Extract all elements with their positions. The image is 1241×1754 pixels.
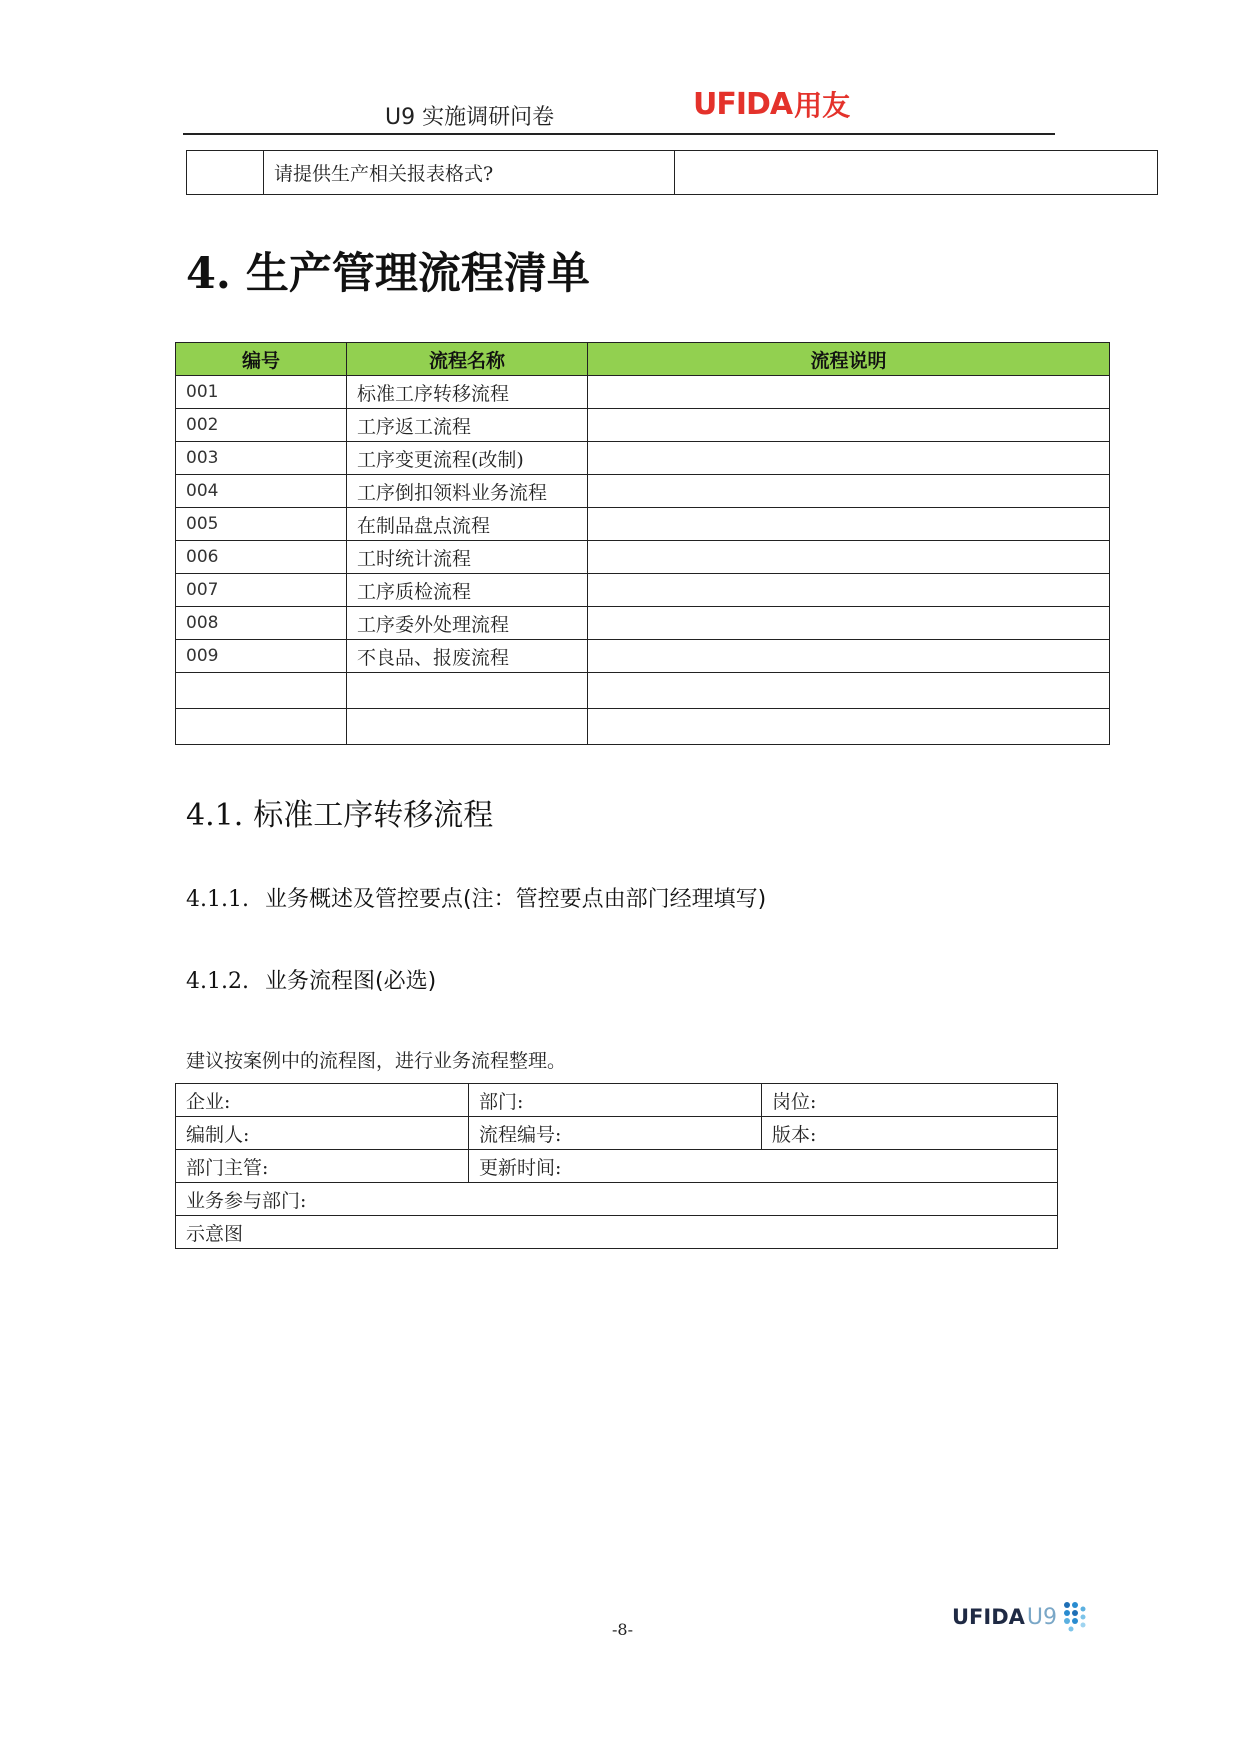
answer-cell <box>675 151 1158 195</box>
process-num: 004 <box>176 475 347 508</box>
column-header-num: 编号 <box>176 343 347 376</box>
process-name: 工序变更流程(改制) <box>347 442 588 475</box>
instruction-note: 建议按案例中的流程图，进行业务流程整理。 <box>186 1050 567 1072</box>
section-number: 4.1.2. <box>186 969 249 994</box>
header-title: U9 实施调研问卷 <box>385 105 555 130</box>
diagram-field: 示意图 <box>176 1216 1058 1249</box>
enterprise-field: 企业: <box>176 1084 469 1117</box>
process-desc <box>588 574 1110 607</box>
empty-table-row <box>176 709 1110 745</box>
section-4-1-2-heading <box>186 964 436 995</box>
table-row <box>187 151 1158 195</box>
editor-field: 编制人: <box>176 1117 469 1150</box>
department-field: 部门: <box>469 1084 762 1117</box>
process-name: 工序倒扣领料业务流程 <box>347 475 588 508</box>
process-desc <box>588 640 1110 673</box>
process-num: 008 <box>176 607 347 640</box>
participants-field: 业务参与部门: <box>176 1183 1058 1216</box>
column-header-desc: 流程说明 <box>588 343 1110 376</box>
process-name: 工序质检流程 <box>347 574 588 607</box>
footer-logo-text: UFIDA <box>952 1605 1025 1629</box>
table-row <box>176 1183 1058 1216</box>
table-row <box>176 475 1110 508</box>
footer-logo-product: U9 <box>1026 1604 1058 1630</box>
empty-cell <box>176 709 347 745</box>
table-row <box>176 409 1110 442</box>
process-desc <box>588 541 1110 574</box>
process-num: 001 <box>176 376 347 409</box>
process-num: 007 <box>176 574 347 607</box>
process-desc <box>588 475 1110 508</box>
process-desc <box>588 508 1110 541</box>
section-4-heading: 4. 生产管理流程清单 <box>186 249 590 299</box>
table-header-row <box>176 343 1110 376</box>
column-header-name: 流程名称 <box>347 343 588 376</box>
question-num-cell <box>187 151 264 195</box>
empty-cell <box>176 673 347 709</box>
empty-cell <box>588 709 1110 745</box>
question-table <box>186 150 1158 195</box>
process-name: 标准工序转移流程 <box>347 376 588 409</box>
table-row <box>176 574 1110 607</box>
process-num: 009 <box>176 640 347 673</box>
header-divider <box>183 133 1055 135</box>
section-4-1-heading <box>186 790 493 834</box>
table-row <box>176 640 1110 673</box>
table-row <box>176 1150 1058 1183</box>
section-title: 业务流程图(必选) <box>264 969 437 994</box>
position-field: 岗位: <box>762 1084 1058 1117</box>
version-field: 版本: <box>762 1117 1058 1150</box>
process-desc <box>588 607 1110 640</box>
section-title: 标准工序转移流程 <box>253 798 494 833</box>
section-4-1-1-heading <box>186 882 766 913</box>
process-name: 在制品盘点流程 <box>347 508 588 541</box>
empty-cell <box>347 709 588 745</box>
section-title: 业务概述及管控要点(注：管控要点由部门经理填写) <box>264 887 767 912</box>
process-name: 工序委外处理流程 <box>347 607 588 640</box>
process-no-field: 流程编号: <box>469 1117 762 1150</box>
process-desc <box>588 376 1110 409</box>
table-row <box>176 1216 1058 1249</box>
dots-icon <box>1061 1600 1089 1634</box>
section-number: 4.1. <box>186 798 244 833</box>
table-row <box>176 376 1110 409</box>
table-row <box>176 607 1110 640</box>
empty-cell <box>588 673 1110 709</box>
process-list-table <box>175 342 1110 745</box>
process-num: 005 <box>176 508 347 541</box>
question-cell: 请提供生产相关报表格式? <box>264 151 675 195</box>
empty-cell <box>347 673 588 709</box>
process-info-table <box>175 1083 1058 1249</box>
table-row <box>176 1117 1058 1150</box>
table-row <box>176 1084 1058 1117</box>
process-desc <box>588 409 1110 442</box>
ufida-logo <box>693 86 850 122</box>
process-name: 工序返工流程 <box>347 409 588 442</box>
logo-text-cn: 用友 <box>794 89 851 122</box>
table-row <box>176 508 1110 541</box>
process-num: 002 <box>176 409 347 442</box>
process-name: 不良品、报废流程 <box>347 640 588 673</box>
process-num: 003 <box>176 442 347 475</box>
empty-table-row <box>176 673 1110 709</box>
logo-text-en: UFIDA <box>693 86 793 122</box>
footer-logo <box>952 1600 1089 1634</box>
process-desc <box>588 442 1110 475</box>
updated-field: 更新时间: <box>469 1150 1058 1183</box>
process-num: 006 <box>176 541 347 574</box>
dept-supervisor-field: 部门主管: <box>176 1150 469 1183</box>
page-number: -8- <box>612 1620 633 1639</box>
table-row <box>176 541 1110 574</box>
table-row <box>176 442 1110 475</box>
process-name: 工时统计流程 <box>347 541 588 574</box>
section-number: 4.1.1. <box>186 887 249 912</box>
